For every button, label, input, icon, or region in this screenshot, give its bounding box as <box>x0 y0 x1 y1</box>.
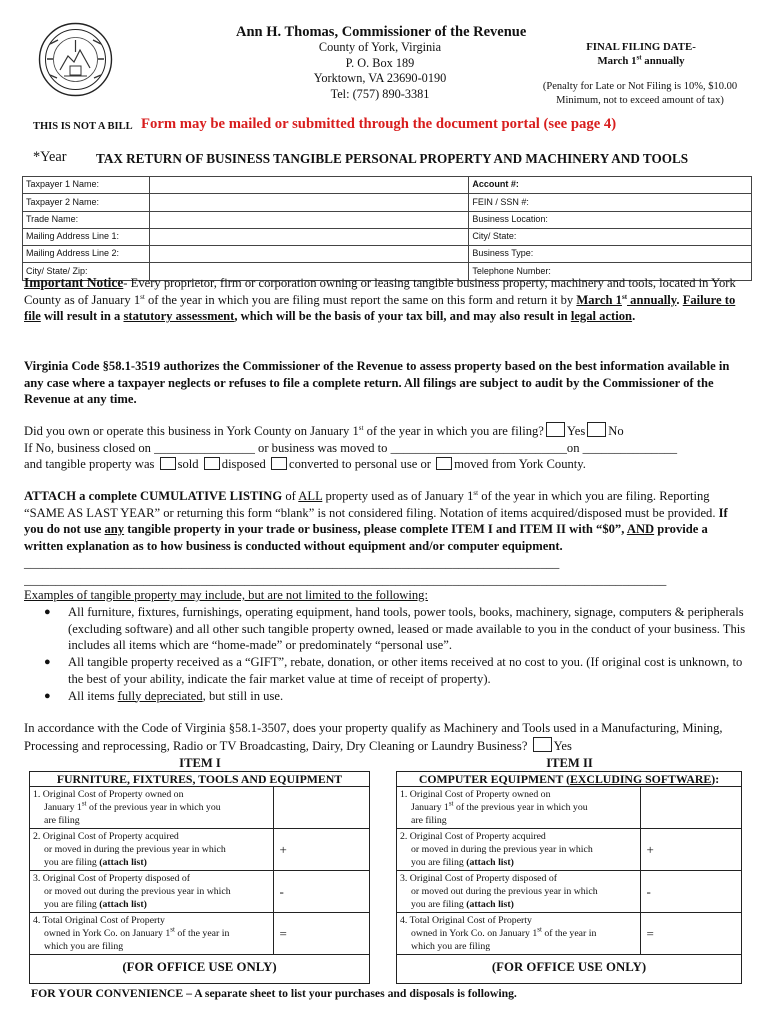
disposed-checkbox[interactable] <box>204 457 220 470</box>
table-row <box>397 787 741 829</box>
business-field[interactable]: Business Type: <box>469 246 752 263</box>
cost-label: 1. Original Cost of Property owned on January 1st of the previous year in which you are filing <box>397 787 640 829</box>
cost-label: 4. Total Original Cost of Property owned in York Co. on January 1st of the year in which you are filing <box>30 913 273 955</box>
cost-amount-input[interactable]: = <box>640 913 741 955</box>
taxpayer-field-label: Mailing Address Line 2: <box>23 246 150 263</box>
phone-line: Tel: (757) 890-3381 <box>330 86 430 101</box>
final-filing-date <box>556 40 726 68</box>
footer-note: FOR YOUR CONVENIENCE – A separate sheet to list your purchases and disposals is following. <box>31 987 517 1000</box>
taxpayer-field-label: Taxpayer 2 Name: <box>23 194 150 211</box>
not-a-bill-label: THIS IS NOT A BILL <box>33 121 133 132</box>
table-row <box>23 177 752 194</box>
office-name: Ann H. Thomas, Commissioner of the Revenue <box>236 24 527 40</box>
closed-moved-line[interactable]: If No, business closed on ________________ or business was moved to ____________________________on _______________ <box>24 440 678 455</box>
taxpayer-info-table <box>22 176 752 281</box>
table-row <box>23 228 752 245</box>
office-address <box>310 40 450 102</box>
cost-label: 1. Original Cost of Property owned on January 1st of the previous year in which you are filing <box>30 787 273 829</box>
item1-table <box>30 787 369 955</box>
taxpayer-field-label: Mailing Address Line 1: <box>23 228 150 245</box>
year-field-label[interactable]: *Year <box>33 149 67 165</box>
taxpayer-field-label: Trade Name: <box>23 211 150 228</box>
item2-office-use: (FOR OFFICE USE ONLY) <box>491 960 647 974</box>
virginia-code-note: Virginia Code §58.1-3519 authorizes the Commissioner of the Revenue to assess property based on the best information available in any case where a taxpayer neglects or refuses to file a complete return. All filings are subject to audit by the Commissioner of the Revenue at any time. <box>24 359 730 407</box>
final-filing-label: FINAL FILING DATE- <box>586 41 696 53</box>
business-field[interactable]: FEIN / SSN #: <box>469 194 752 211</box>
cost-label: 2. Original Cost of Property acquired or moved in during the previous year in which you are filing (attach list) <box>30 829 273 871</box>
item1-box <box>29 771 370 984</box>
taxpayer-field-input[interactable] <box>149 211 469 228</box>
examples-heading: Examples of tangible property may include, but are not limited to the following: <box>24 588 428 602</box>
cost-amount-input[interactable]: + <box>273 829 369 871</box>
attach-listing-note: ATTACH a complete CUMULATIVE LISTING of ALL property used as of January 1st of the year in which you are filing. Reporting “SAME AS LAST YEAR” or returning this form “blank” is not considered filing. Notation of items acquired/disposed must be provided. If you do not use any tangible property in your trade or business, please complete ITEM I and ITEM II with “$0”, AND provide a written explanation as to how business is conducted without equipment and/or computer equipment. _____________________________________________________________________________________ <box>24 488 728 570</box>
explanation-line-2[interactable]: ______________________________________________________________________________________________________ <box>24 573 667 587</box>
list-item: ● All furniture, fixtures, furnishings, operating equipment, hand tools, power tools, books, machinery, signage, computers & peripherals (excluding software) and all other such tangible property owned, leased or made available to you in the conduct of your business. This includes all items which are “home-made” or predominately “personal use”. <box>44 605 746 653</box>
table-row <box>30 871 369 913</box>
item1-heading: ITEM I <box>179 756 221 770</box>
important-notice: Important Notice- Every proprietor, firm or corporation owning or leasing tangible business property, machinery and tools, located in York County as of January 1st of the year in which you are filing must report the same on this form and return it by March 1st annually. Failure to file will result in a statutory assessment, which will be the basis of your tax bill, and may also result in legal action. <box>24 275 736 324</box>
table-row <box>30 829 369 871</box>
explanation-line-1[interactable]: _____________________________________________________________________________________ <box>24 555 560 570</box>
sold-checkbox[interactable] <box>160 457 176 470</box>
item2-title: COMPUTER EQUIPMENT (EXCLUDING SOFTWARE): <box>397 772 741 787</box>
list-item: ● All items fully depreciated, but still in use. <box>44 688 284 703</box>
penalty-note: (Penalty for Late or Not Filing is 10%, $10.00 Minimum, not to exceed amount of tax) <box>542 81 738 106</box>
taxpayer-field-input[interactable] <box>149 177 469 194</box>
converted-checkbox[interactable] <box>271 457 287 470</box>
table-row <box>397 829 741 871</box>
city-line: Yorktown, VA 23690-0190 <box>313 71 447 85</box>
taxpayer-field-label: Taxpayer 1 Name: <box>23 177 150 194</box>
form-title: TAX RETURN OF BUSINESS TANGIBLE PERSONAL PROPERTY AND MACHINERY AND TOOLS <box>96 151 689 166</box>
item2-table <box>397 787 741 955</box>
moved-checkbox[interactable] <box>436 457 452 470</box>
cost-amount-input[interactable]: - <box>640 871 741 913</box>
business-field[interactable]: Business Location: <box>469 211 752 228</box>
business-field[interactable]: Account #: <box>469 177 752 194</box>
machinery-tools-question: In accordance with the Code of Virginia §58.1-3507, does your property qualify as Machinery and Tools used in a Manufacturing, Mining, Processing and reprocessing, Radio or TV Broadcasting, Dairy, Dry Cleaning or Laundry Business? Yes <box>24 721 723 753</box>
cost-amount-input[interactable]: + <box>640 829 741 871</box>
cost-label: 2. Original Cost of Property acquired or moved in during the previous year in which you are filing (attach list) <box>397 829 640 871</box>
operate-yes-checkbox[interactable] <box>546 422 565 437</box>
cost-amount-input[interactable] <box>273 787 369 829</box>
table-row <box>23 194 752 211</box>
operate-no-checkbox[interactable] <box>587 422 606 437</box>
taxpayer-field-label: City/ State/ Zip: <box>23 263 150 280</box>
operate-question: Did you own or operate this business in York County on January 1st of the year in which you are filing? Yes No If No, business closed on ________________ or business was moved to ____________________________on _______________ and tangible property was sold disposed converted to personal use or moved from York County. <box>24 422 746 473</box>
taxpayer-field-input[interactable] <box>149 194 469 211</box>
item1-office-use: (FOR OFFICE USE ONLY) <box>122 960 277 974</box>
taxpayer-field-input[interactable] <box>149 228 469 245</box>
table-row <box>30 913 369 955</box>
mailing-note: Form may be mailed or submitted through the document portal (see page 4) <box>141 116 617 132</box>
table-row <box>397 913 741 955</box>
cost-amount-input[interactable] <box>640 787 741 829</box>
table-row <box>23 246 752 263</box>
po-box-line: P. O. Box 189 <box>345 55 415 70</box>
list-item: ● All tangible property received as a “GIFT”, rebate, donation, or other items received at no cost to you. (If original cost is unknown, to the best of your ability, indicate the fair market value at time of receipt of property). <box>44 655 743 686</box>
business-field[interactable]: Telephone Number: <box>469 263 752 280</box>
mt-yes-checkbox[interactable] <box>533 737 552 752</box>
cost-amount-input[interactable]: = <box>273 913 369 955</box>
examples-list <box>40 604 752 704</box>
cost-label: 3. Original Cost of Property disposed of or moved out during the previous year in which you are filing (attach list) <box>397 871 640 913</box>
cost-label: 4. Total Original Cost of Property owned in York Co. on January 1st of the year in which you are filing <box>397 913 640 955</box>
business-field[interactable]: City/ State: <box>469 228 752 245</box>
table-row <box>397 871 741 913</box>
table-row <box>30 787 369 829</box>
county-line: County of York, Virginia <box>318 40 442 54</box>
item2-box <box>396 771 742 984</box>
taxpayer-field-input[interactable] <box>149 246 469 263</box>
cost-label: 3. Original Cost of Property disposed of or moved out during the previous year in which you are filing (attach list) <box>30 871 273 913</box>
final-filing-value: March 1st annually <box>597 53 685 67</box>
table-row <box>23 211 752 228</box>
cost-amount-input[interactable]: - <box>273 871 369 913</box>
county-seal-icon <box>38 22 113 97</box>
item2-heading: ITEM II <box>546 756 593 770</box>
item1-title: FURNITURE, FIXTURES, TOOLS AND EQUIPMENT <box>30 772 369 787</box>
